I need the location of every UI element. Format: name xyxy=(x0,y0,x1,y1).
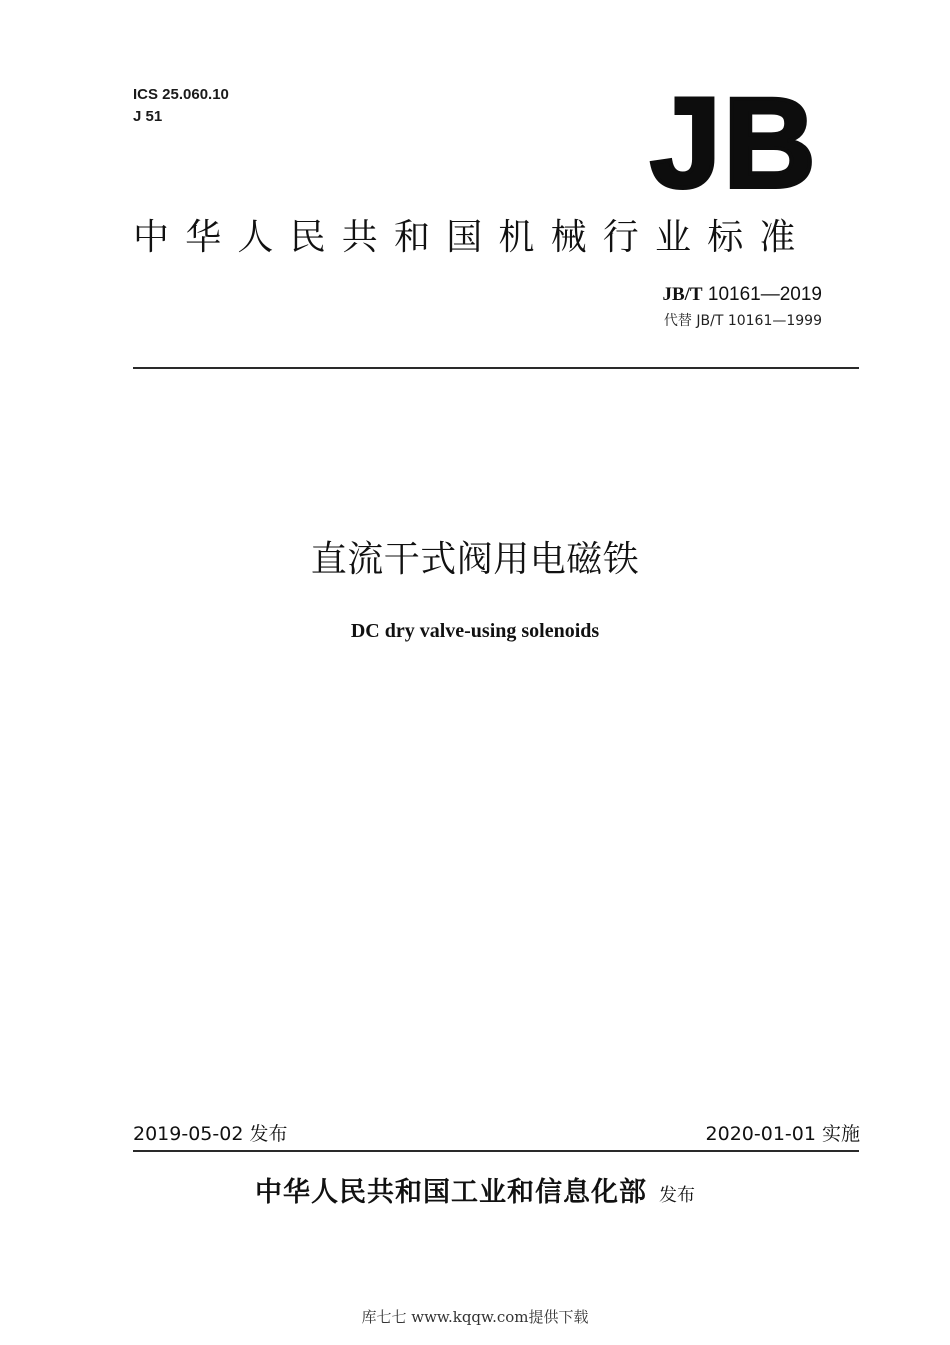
replaces-standard: 代替 JB/T 10161—1999 xyxy=(663,313,822,329)
standard-number-prefix: JB/T xyxy=(662,284,703,305)
jb-logo-text: JB xyxy=(650,72,818,215)
document-title-cn: 直流干式阀用电磁铁 xyxy=(310,539,640,580)
issue-date: 2019-05-02 发布 xyxy=(133,1123,288,1145)
ics-code: ICS 25.060.10 xyxy=(133,86,229,103)
publisher-organization: 中华人民共和国工业和信息化部 xyxy=(255,1177,647,1208)
bottom-divider xyxy=(133,1150,859,1152)
publisher-suffix: 发布 xyxy=(659,1185,695,1206)
top-divider xyxy=(133,367,859,369)
publisher xyxy=(0,1170,950,1209)
classification-code: J 51 xyxy=(133,108,163,125)
standard-category-title: 中华人民共和国机械行业标准 xyxy=(133,217,812,258)
effective-date: 2020-01-01 实施 xyxy=(705,1123,860,1145)
jb-logo xyxy=(650,72,820,215)
document-title-en: DC dry valve-using solenoids xyxy=(350,620,600,642)
download-watermark: 库七七 www.kqqw.com提供下载 xyxy=(361,1308,589,1326)
standard-number-rest: 10161—2019 xyxy=(702,284,822,305)
standard-number xyxy=(662,282,822,308)
ics-block xyxy=(133,84,229,128)
